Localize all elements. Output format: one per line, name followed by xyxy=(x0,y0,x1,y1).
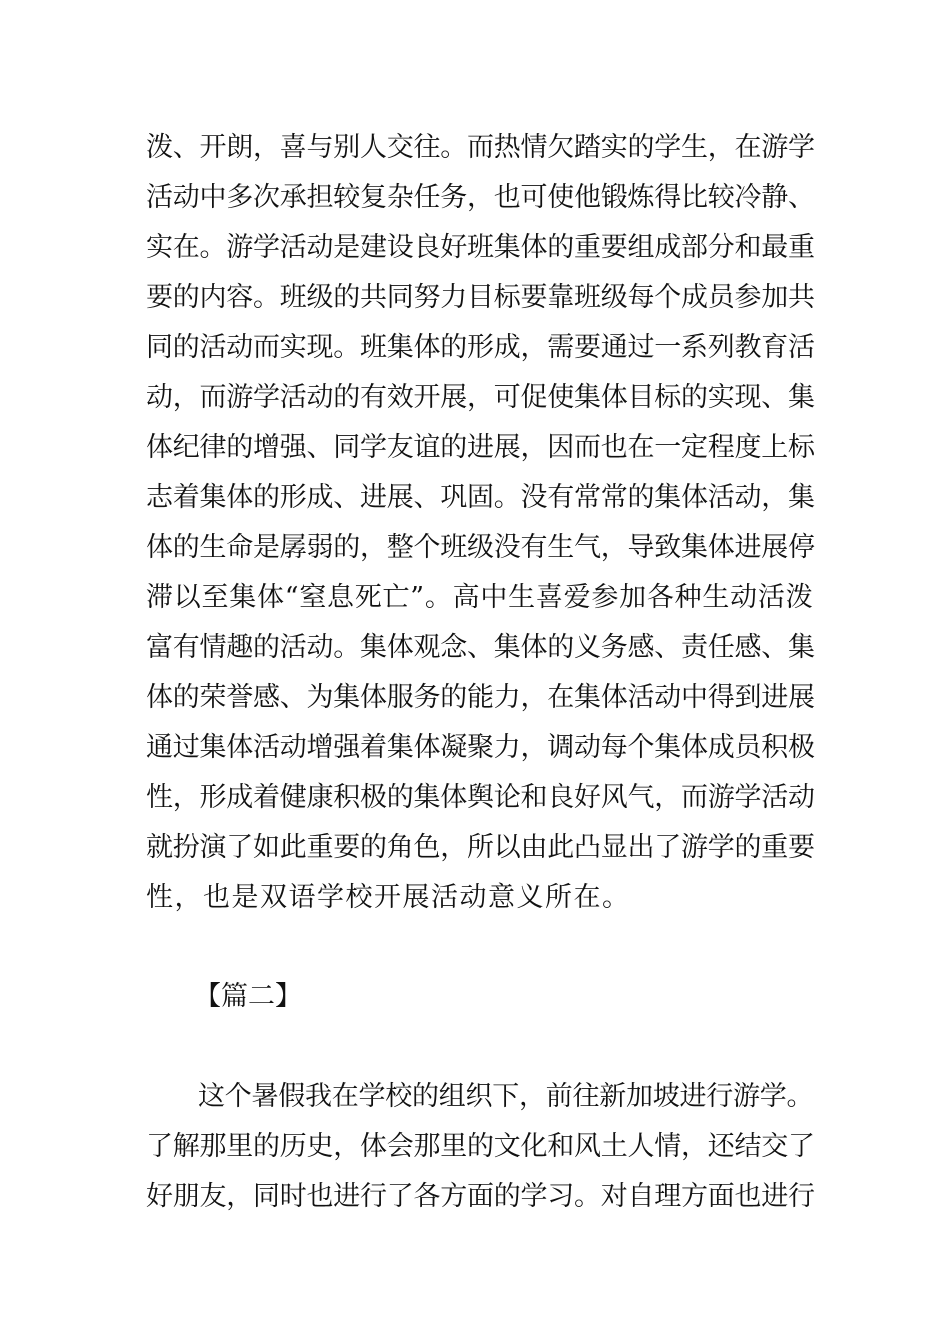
paragraph-line: 志着集体的形成、进展、巩固。没有常常的集体活动，集 xyxy=(146,482,815,513)
paragraph-line: 体的荣誉感、为集体服务的能力，在集体活动中得到进展 xyxy=(146,682,815,713)
paragraph-line: 性，也是双语学校开展活动意义所在。 xyxy=(146,882,631,913)
paragraph-line: 动，而游学活动的有效开展，可促使集体目标的实现、集 xyxy=(146,382,815,413)
paragraph-line: 泼、开朗，喜与别人交往。而热情欠踏实的学生，在游学 xyxy=(146,132,815,163)
paragraph-line: 同的活动而实现。班集体的形成，需要通过一系列教育活 xyxy=(146,332,815,363)
paragraph-line: 了解那里的历史，体会那里的文化和风土人情，还结交了 xyxy=(146,1131,815,1162)
paragraph-line: 就扮演了如此重要的角色，所以由此凸显出了游学的重要 xyxy=(146,832,815,863)
paragraph-line: 活动中多次承担较复杂任务，也可使他锻炼得比较冷静、 xyxy=(146,182,815,213)
paragraph-line: 富有情趣的活动。集体观念、集体的义务感、责任感、集 xyxy=(146,632,815,663)
paragraph-line: 这个暑假我在学校的组织下，前往新加坡进行游学。 xyxy=(198,1081,814,1112)
paragraph-line: 要的内容。班级的共同努力目标要靠班级每个成员参加共 xyxy=(146,282,815,313)
section-heading: 【篇二】 xyxy=(194,981,302,1012)
paragraph-line: 好朋友，同时也进行了各方面的学习。对自理方面也进行 xyxy=(146,1181,815,1212)
paragraph-line: 性，形成着健康积极的集体舆论和良好风气，而游学活动 xyxy=(146,782,815,813)
paragraph-line: 通过集体活动增强着集体凝聚力，调动每个集体成员积极 xyxy=(146,732,815,763)
paragraph-line: 滞以至集体“窒息死亡”。高中生喜爱参加各种生动活泼 xyxy=(146,582,814,613)
paragraph-line: 体的生命是孱弱的，整个班级没有生气，导致集体进展停 xyxy=(146,532,815,563)
paragraph-line: 体纪律的增强、同学友谊的进展，因而也在一定程度上标 xyxy=(146,432,815,463)
paragraph-line: 实在。游学活动是建设良好班集体的重要组成部分和最重 xyxy=(146,232,815,263)
